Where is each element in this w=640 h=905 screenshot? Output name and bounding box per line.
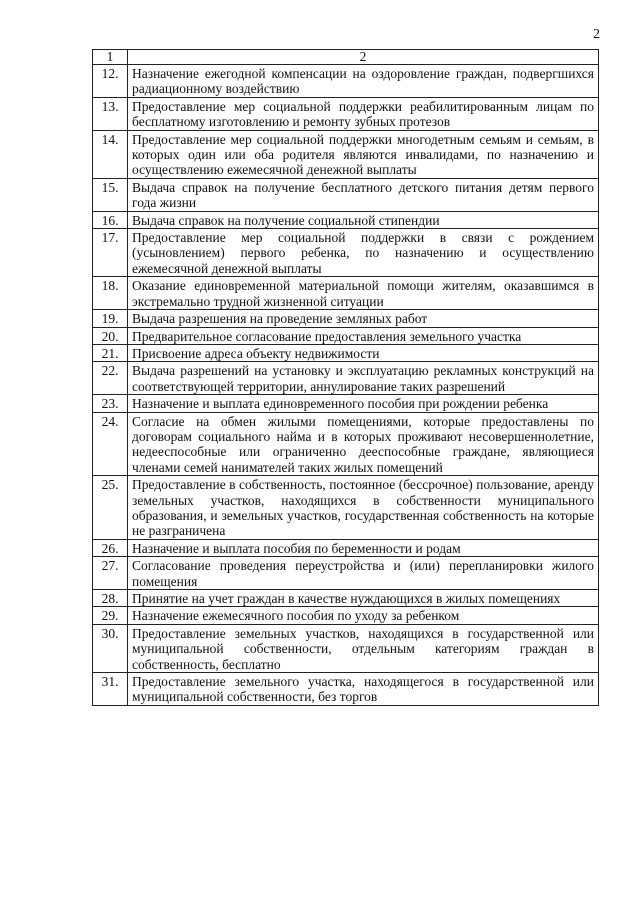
row-number: 26. [93, 539, 128, 556]
row-number: 23. [93, 395, 128, 412]
row-number: 27. [93, 557, 128, 590]
table-row [93, 130, 599, 178]
service-name: Предварительное согласование предоставления земельного участка [128, 327, 599, 344]
service-name: Предоставление в собственность, постоянное (бессрочное) пользование, аренду земельных участков, находящихся в собственности муниципального образования, и земельных участков, государственная собственность на которые не разграничена [128, 476, 599, 540]
table-row [93, 229, 599, 277]
table-row [93, 211, 599, 228]
service-name: Выдача разрешения на проведение земляных работ [128, 310, 599, 327]
table-row [93, 178, 599, 211]
service-name: Согласование проведения переустройства и (или) перепланировки жилого помещения [128, 557, 599, 590]
table-row [93, 590, 599, 607]
table-row [93, 673, 599, 706]
row-number: 16. [93, 211, 128, 228]
service-name: Предоставление мер социальной поддержки реабилитированным лицам по бесплатному изготовлению и ремонту зубных протезов [128, 97, 599, 130]
table-row [93, 97, 599, 130]
row-number: 25. [93, 476, 128, 540]
row-number: 18. [93, 277, 128, 310]
service-name: Выдача справок на получение социальной стипендии [128, 211, 599, 228]
service-name: Предоставление мер социальной поддержки в связи с рождением (усыновлением) первого ребенка, по назначению и осуществлению ежемесячной денежной выплаты [128, 229, 599, 277]
table-row [93, 412, 599, 476]
table-row [93, 624, 599, 672]
table-row [93, 539, 599, 556]
service-name: Назначение и выплата пособия по беременности и родам [128, 539, 599, 556]
header-col-1: 1 [93, 50, 128, 65]
row-number: 31. [93, 673, 128, 706]
table-row [93, 607, 599, 624]
row-number: 15. [93, 178, 128, 211]
service-name: Выдача справок на получение бесплатного детского питания детям первого года жизни [128, 178, 599, 211]
table-row [93, 344, 599, 361]
service-name: Назначение и выплата единовременного пособия при рождении ребенка [128, 395, 599, 412]
table-row [93, 65, 599, 98]
service-name: Предоставление земельных участков, находящихся в государственной или муниципальной собственности, отдельным категориям граждан в собственность, бесплатно [128, 624, 599, 672]
row-number: 17. [93, 229, 128, 277]
service-name: Предоставление земельного участка, находящегося в государственной или муниципальной собственности, без торгов [128, 673, 599, 706]
service-name: Предоставление мер социальной поддержки многодетным семьям и семьям, в которых один или оба родителя являются инвалидами, по назначению и осуществлению ежемесячной денежной выплаты [128, 130, 599, 178]
table-row [93, 277, 599, 310]
service-name: Назначение ежемесячного пособия по уходу за ребенком [128, 607, 599, 624]
table-row [93, 327, 599, 344]
row-number: 20. [93, 327, 128, 344]
row-number: 28. [93, 590, 128, 607]
table-row [93, 476, 599, 540]
table-row [93, 310, 599, 327]
page-number: 2 [593, 27, 600, 42]
row-number: 14. [93, 130, 128, 178]
table-row [93, 362, 599, 395]
row-number: 22. [93, 362, 128, 395]
header-col-2: 2 [128, 50, 599, 65]
table-row [93, 395, 599, 412]
service-name: Назначение ежегодной компенсации на оздоровление граждан, подвергшихся радиационному воздействию [128, 65, 599, 98]
service-name: Оказание единовременной материальной помощи жителям, оказавшимся в экстремально трудной жизненной ситуации [128, 277, 599, 310]
service-name: Согласие на обмен жилыми помещениями, которые предоставлены по договорам социального найма и в которых проживают несовершеннолетние, недееспособные или ограниченно дееспособные граждане, являющиеся членами семей нанимателей таких жилых помещений [128, 412, 599, 476]
row-number: 13. [93, 97, 128, 130]
row-number: 12. [93, 65, 128, 98]
table-header-row [93, 50, 599, 65]
services-table [92, 49, 599, 706]
service-name: Присвоение адреса объекту недвижимости [128, 344, 599, 361]
service-name: Выдача разрешений на установку и эксплуатацию рекламных конструкций на соответствующей территории, аннулирование таких разрешений [128, 362, 599, 395]
row-number: 24. [93, 412, 128, 476]
table-row [93, 557, 599, 590]
row-number: 19. [93, 310, 128, 327]
row-number: 30. [93, 624, 128, 672]
row-number: 29. [93, 607, 128, 624]
row-number: 21. [93, 344, 128, 361]
service-name: Принятие на учет граждан в качестве нуждающихся в жилых помещениях [128, 590, 599, 607]
